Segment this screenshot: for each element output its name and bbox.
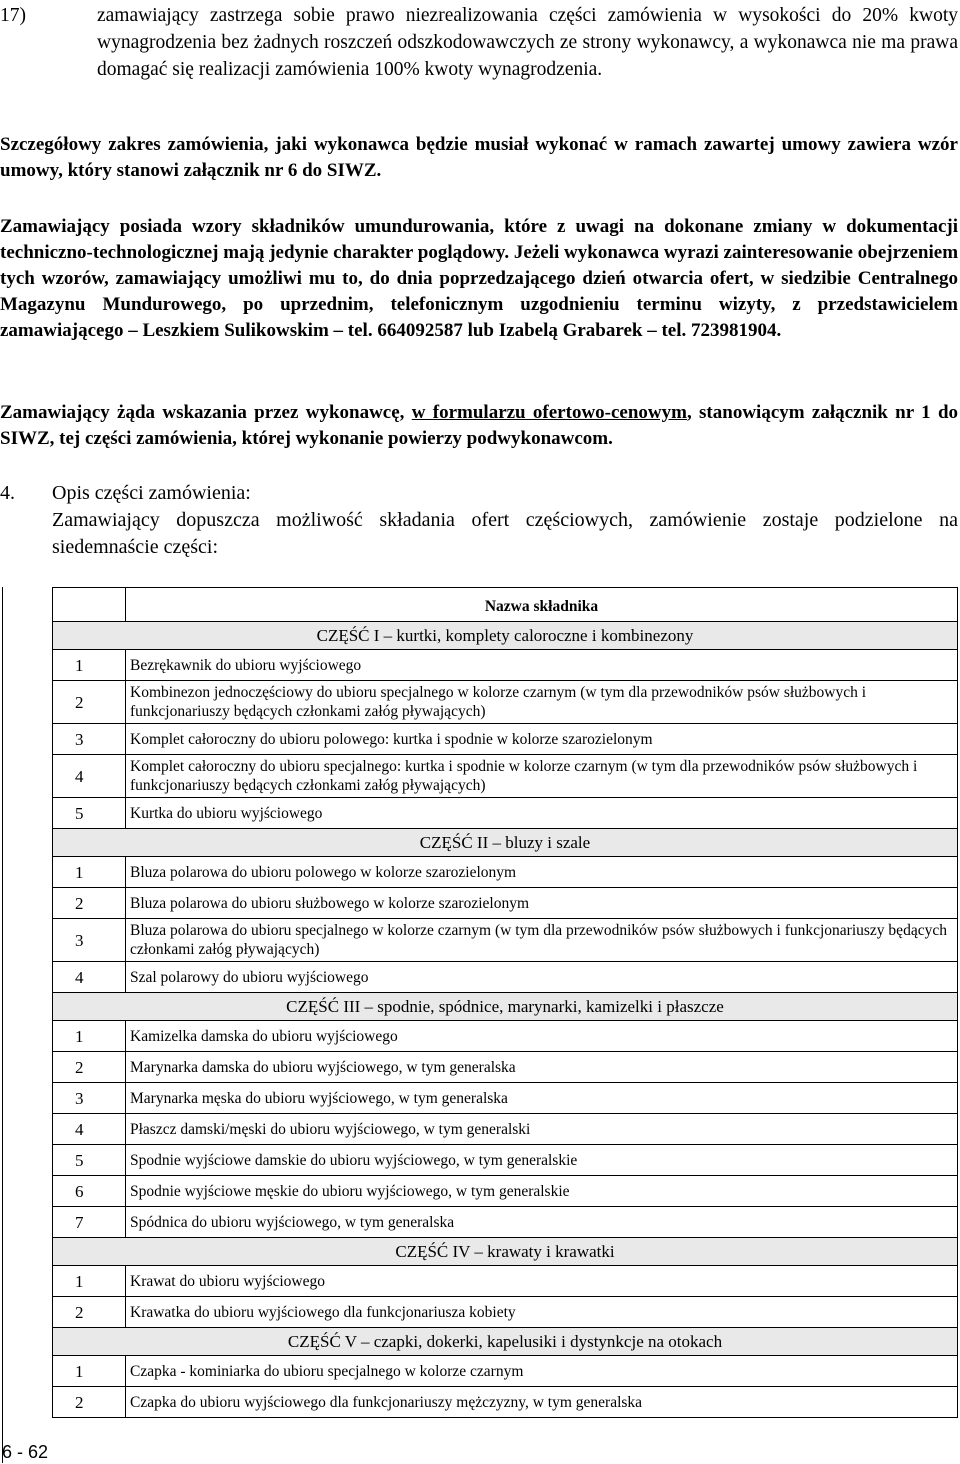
table-row xyxy=(53,1114,958,1145)
row-number: 4 xyxy=(53,1114,126,1145)
row-number: 5 xyxy=(53,798,126,829)
row-name: Kamizelka damska do ubioru wyjściowego xyxy=(126,1021,958,1052)
parts-table xyxy=(52,587,958,1418)
list-item-text: zamawiający zastrzega sobie prawo niezrealizowania części zamówienia w wysokości do 20% kwoty wynagrodzenia bez żadnych roszczeń odszkodowawczych ze strony wykonawcy, a wykonawca nie ma prawa domagać się realizacji zamówienia 100% kwoty wynagrodzenia. xyxy=(97,5,958,80)
subcontract-pre: Zamawiający żąda wskazania przez wykonawcę, xyxy=(0,402,412,423)
section-4 xyxy=(0,480,958,561)
table-row xyxy=(53,962,958,993)
paragraph-samples xyxy=(0,214,958,344)
row-number: 6 xyxy=(53,1176,126,1207)
part-header-row xyxy=(53,622,958,650)
part-title: CZĘŚĆ V – czapki, dokerki, kapelusiki i dystynkcje na otokach xyxy=(53,1328,958,1356)
table-row xyxy=(53,1387,958,1418)
row-name: Marynarka damska do ubioru wyjściowego, w tym generalska xyxy=(126,1052,958,1083)
row-name: Komplet całoroczny do ubioru specjalnego: kurtka i spodnie w kolorze czarnym (w tym dla przewodników psów służbowych i funkcjonariuszy będących członkami załóg pływających) xyxy=(126,755,958,798)
row-number: 1 xyxy=(53,1021,126,1052)
row-name: Czapka do ubioru wyjściowego dla funkcjonariuszy mężczyzny, w tym generalska xyxy=(126,1387,958,1418)
table-row xyxy=(53,724,958,755)
row-name: Komplet całoroczny do ubioru polowego: kurtka i spodnie w kolorze szarozielonym xyxy=(126,724,958,755)
section-text: Zamawiający dopuszcza możliwość składania ofert częściowych, zamówienie zostaje podzielone na siedemnaście części: xyxy=(52,509,958,558)
row-number: 1 xyxy=(53,1356,126,1387)
row-name: Kurtka do ubioru wyjściowego xyxy=(126,798,958,829)
section-title: Opis części zamówienia: xyxy=(52,482,251,504)
row-number: 1 xyxy=(53,650,126,681)
row-number: 2 xyxy=(53,681,126,724)
row-name: Marynarka męska do ubioru wyjściowego, w tym generalska xyxy=(126,1083,958,1114)
row-name: Szal polarowy do ubioru wyjściowego xyxy=(126,962,958,993)
row-name: Spódnica do ubioru wyjściowego, w tym generalska xyxy=(126,1207,958,1238)
table-row xyxy=(53,1356,958,1387)
part-title: CZĘŚĆ I – kurtki, komplety caloroczne i kombinezony xyxy=(53,622,958,650)
list-item-number: 17) xyxy=(0,5,26,26)
row-name: Kombinezon jednoczęściowy do ubioru specjalnego w kolorze czarnym (w tym dla przewodników psów służbowych i funkcjonariuszy będących członkami załóg pływających) xyxy=(126,681,958,724)
row-name: Czapka - kominiarka do ubioru specjalnego w kolorze czarnym xyxy=(126,1356,958,1387)
samples-text-1: Zamawiający posiada wzory składników umundurowania, które z uwagi na dokonane zmiany w dokumentacji techniczno-technologicznej mają jedynie charakter poglądowy. xyxy=(0,216,958,263)
row-number: 4 xyxy=(53,962,126,993)
table-row xyxy=(53,1021,958,1052)
row-name: Płaszcz damski/męski do ubioru wyjściowego, w tym generalski xyxy=(126,1114,958,1145)
paragraph-scope: Szczegółowy zakres zamówienia, jaki wykonawca będzie musiał wykonać w ramach zawartej umowy zawiera wzór umowy, który stanowi załącznik nr 6 do SIWZ. xyxy=(0,134,958,181)
subcontract-post: , stanowiącym załącznik nr 1 do SIWZ, tej części zamówienia, której wykonanie powierzy podwykonawcom. xyxy=(0,402,959,449)
section-number: 4. xyxy=(0,482,15,504)
table-row xyxy=(53,1145,958,1176)
table-row xyxy=(53,681,958,724)
row-name: Bluza polarowa do ubioru specjalnego w kolorze czarnym (w tym dla przewodników psów służbowych i funkcjonariuszy będących członkami załóg pływających) xyxy=(126,919,958,962)
row-name: Spodnie wyjściowe męskie do ubioru wyjściowego, w tym generalskie xyxy=(126,1176,958,1207)
table-row xyxy=(53,857,958,888)
part-header-row xyxy=(53,829,958,857)
table-row xyxy=(53,1207,958,1238)
row-name: Krawat do ubioru wyjściowego xyxy=(126,1266,958,1297)
part-header-row xyxy=(53,993,958,1021)
table-row xyxy=(53,1083,958,1114)
row-number: 5 xyxy=(53,1145,126,1176)
part-title: CZĘŚĆ IV – krawaty i krawatki xyxy=(53,1238,958,1266)
row-number: 3 xyxy=(53,724,126,755)
table-row xyxy=(53,1266,958,1297)
row-number: 2 xyxy=(53,1052,126,1083)
table-row xyxy=(53,919,958,962)
list-item-17 xyxy=(0,2,958,83)
table-row xyxy=(53,1297,958,1328)
row-number: 2 xyxy=(53,888,126,919)
row-number: 1 xyxy=(53,857,126,888)
row-number: 2 xyxy=(53,1387,126,1418)
table-row xyxy=(53,755,958,798)
table-row xyxy=(53,1052,958,1083)
row-name: Bluza polarowa do ubioru polowego w kolorze szarozielonym xyxy=(126,857,958,888)
row-number: 4 xyxy=(53,755,126,798)
row-name: Spodnie wyjściowe damskie do ubioru wyjściowego, w tym generalskie xyxy=(126,1145,958,1176)
table-row xyxy=(53,888,958,919)
subcontract-underlined: w formularzu ofertowo-cenowym xyxy=(411,402,687,423)
row-name: Bluza polarowa do ubioru służbowego w kolorze szarozielonym xyxy=(126,888,958,919)
table-left-border xyxy=(2,587,53,1463)
row-number: 3 xyxy=(53,1083,126,1114)
table-row xyxy=(53,650,958,681)
table-header-row xyxy=(53,588,958,622)
page-number: 6 - 62 xyxy=(2,1442,49,1462)
paragraph-subcontract xyxy=(0,400,958,452)
part-header-row xyxy=(53,1238,958,1266)
row-number: 3 xyxy=(53,919,126,962)
samples-text-2: Jeżeli wykonawca wyrazi zainteresowanie obejrzeniem tych wzorów, zamawiający umożliwi mu to, do dnia poprzedzającego dzień otwarcia ofert, w siedzibie Centralnego Magazynu Mundurowego, po uprzednim, telefonicznym uzgodnieniu terminu wizyty, z przedstawicielem zamawiającego – Leszkiem Sulikowskim – tel. 664092587 lub Izabelą Grabarek – tel. 723981904. xyxy=(0,242,959,341)
part-title: CZĘŚĆ III – spodnie, spódnice, marynarki, kamizelki i płaszcze xyxy=(53,993,958,1021)
part-title: CZĘŚĆ II – bluzy i szale xyxy=(53,829,958,857)
part-header-row xyxy=(53,1328,958,1356)
row-number: 2 xyxy=(53,1297,126,1328)
column-header-name: Nazwa składnika xyxy=(126,588,958,622)
row-number: 1 xyxy=(53,1266,126,1297)
table-row xyxy=(53,798,958,829)
row-name: Bezrękawnik do ubioru wyjściowego xyxy=(126,650,958,681)
row-name: Krawatka do ubioru wyjściowego dla funkcjonariusza kobiety xyxy=(126,1297,958,1328)
table-row xyxy=(53,1176,958,1207)
row-number: 7 xyxy=(53,1207,126,1238)
